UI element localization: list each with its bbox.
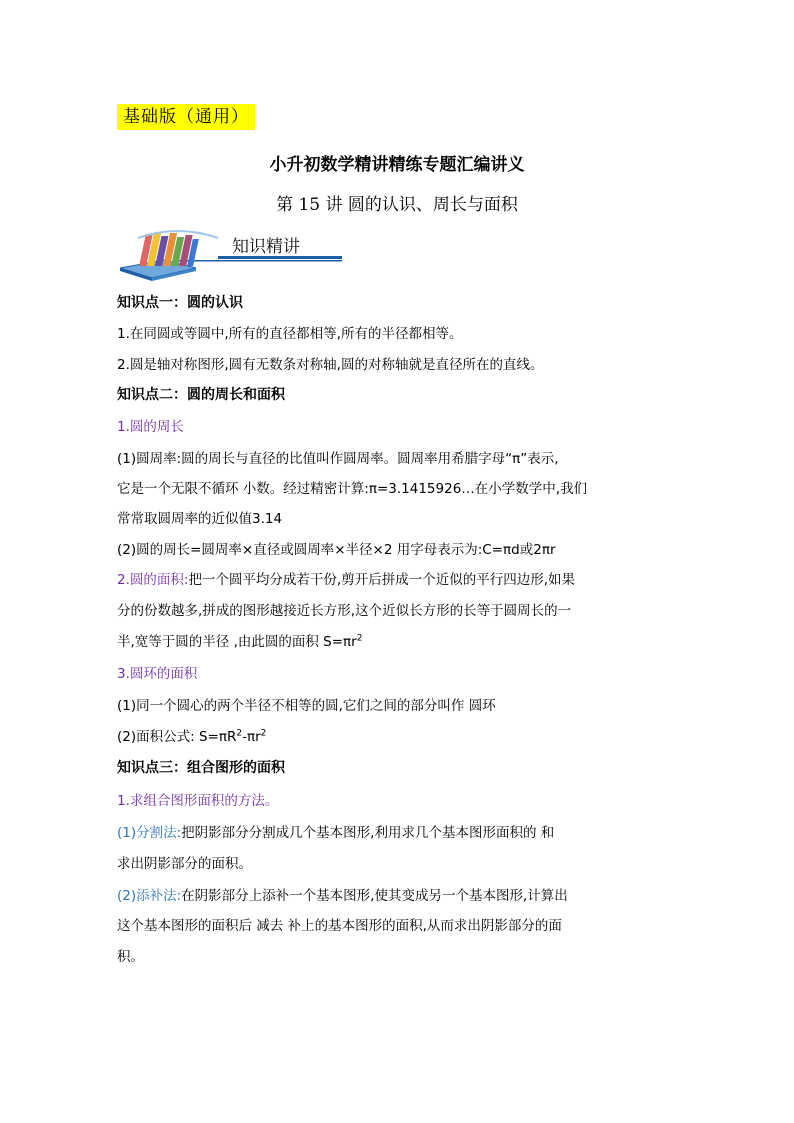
paragraph: 分的份数越多,拼成的图形越接近长方形,这个近似长方形的长等于圆周长的一 xyxy=(117,603,572,619)
formula-text: (2)面积公式: S=πR xyxy=(117,729,237,745)
subheading: 2.圆的面积: xyxy=(117,572,189,588)
superscript: 2 xyxy=(356,633,363,644)
superscript: 2 xyxy=(236,728,243,739)
method-label: (1)分割法: xyxy=(117,825,182,841)
paragraph-row xyxy=(117,821,684,841)
paragraph: 求出阴影部分的面积。 xyxy=(117,856,252,872)
paragraph-text: 半,宽等于圆的半径 ,由此圆的面积 S=πr xyxy=(117,634,357,650)
paragraph: 积。 xyxy=(117,949,144,965)
subheading: 1.求组合图形面积的方法。 xyxy=(117,793,279,809)
lesson-subtitle: 第 15 讲 圆的认识、周长与面积 xyxy=(276,195,518,215)
section-heading-1: 知识点一：圆的认识 xyxy=(117,295,243,311)
paragraph: 常常取圆周率的近似值3.14 xyxy=(117,511,283,527)
paragraph-row xyxy=(117,630,684,650)
document-title: 小升初数学精讲精练专题汇编讲义 xyxy=(269,155,525,175)
paragraph: 1.在同圆或等圆中,所有的直径都相等,所有的半径都相等。 xyxy=(117,326,463,342)
banner-label: 知识精讲 xyxy=(232,237,300,257)
paragraph: (1)同一个圆心的两个半径不相等的圆,它们之间的部分叫作 圆环 xyxy=(117,698,496,714)
paragraph-text: 在阴影部分上添补一个基本图形,使其变成另一个基本图形,计算出 xyxy=(181,888,568,904)
edition-tag: 基础版（通用） xyxy=(117,104,255,130)
subheading: 1.圆的周长 xyxy=(117,419,184,435)
paragraph: (1)圆周率:圆的周长与直径的比值叫作圆周率。圆周率用希腊字母“π”表示, xyxy=(117,451,559,467)
paragraph-text: 把一个圆平均分成若干份,剪开后拼成一个近似的平行四边形,如果 xyxy=(188,572,576,588)
paragraph: (2)圆的周长=圆周率×直径或圆周率×半径×2 用字母表示为:C=πd或2πr xyxy=(117,542,556,558)
section-heading-3: 知识点三：组合图形的面积 xyxy=(117,760,285,776)
method-label: (2)添补法: xyxy=(117,888,182,904)
formula-row xyxy=(117,725,684,745)
paragraph-row xyxy=(117,568,684,588)
superscript: 2 xyxy=(260,728,267,739)
formula-text: -πr xyxy=(242,729,261,745)
section-heading-2: 知识点二：圆的周长和面积 xyxy=(117,387,285,403)
paragraph-row xyxy=(117,884,684,904)
paragraph: 2.圆是轴对称图形,圆有无数条对称轴,圆的对称轴就是直径所在的直线。 xyxy=(117,357,544,373)
paragraph-text: 把阴影部分分割成几个基本图形,利用求几个基本图形面积的 和 xyxy=(181,825,555,841)
subheading: 3.圆环的面积 xyxy=(117,666,198,682)
paragraph: 它是一个无限不循环 小数。经过精密计算:π=3.1415926…在小学数学中,我们 xyxy=(117,481,588,497)
paragraph: 这个基本图形的面积后 减去 补上的基本图形的面积,从而求出阴影部分的面 xyxy=(117,918,562,934)
